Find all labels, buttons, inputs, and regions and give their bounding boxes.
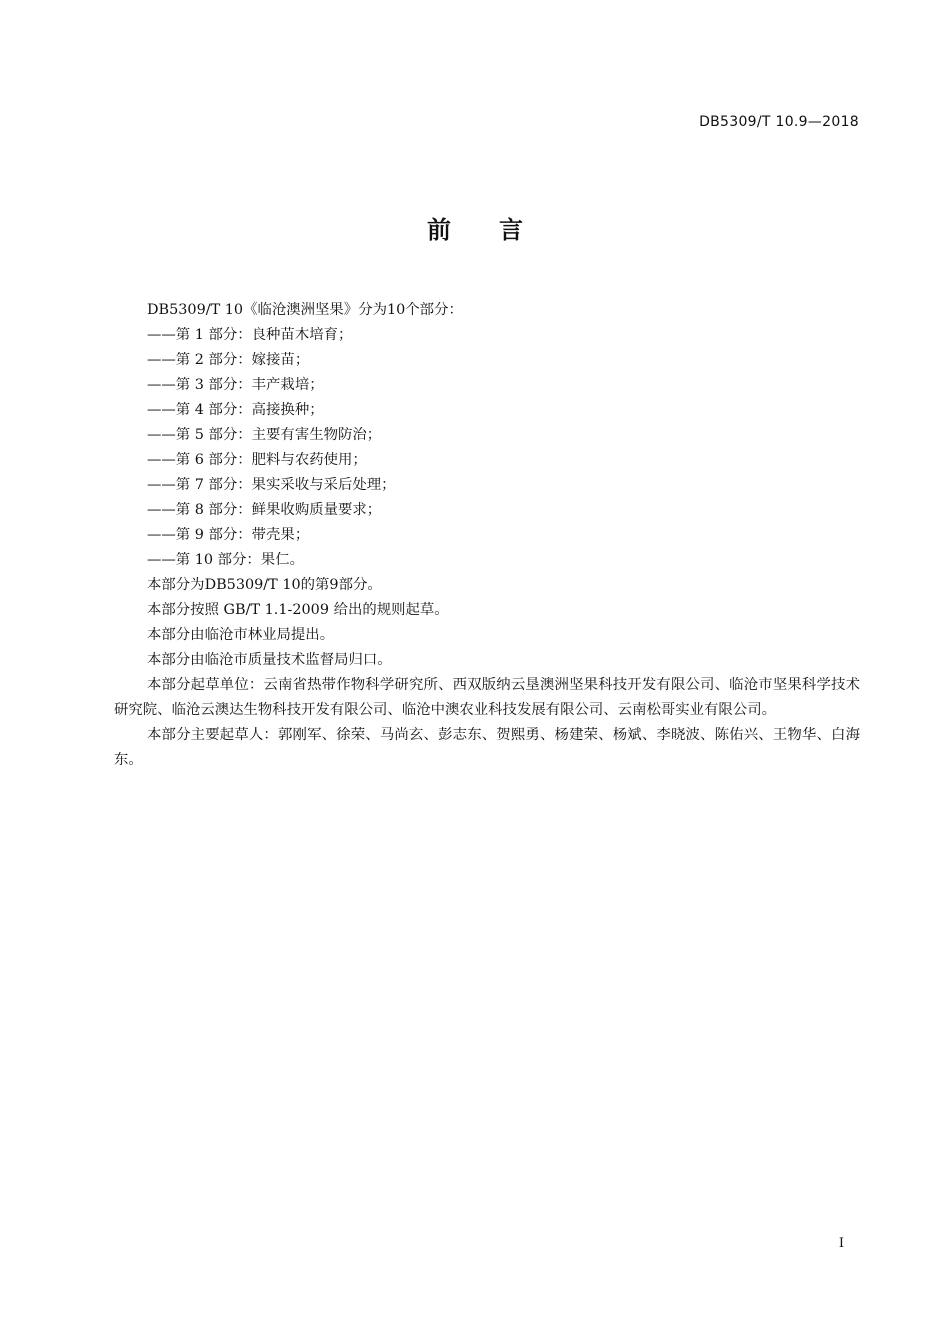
part-list-item: ——第 7 部分：果实采收与采后处理； (147, 477, 396, 493)
part-list-item: ——第 6 部分：肥料与农药使用； (147, 452, 367, 468)
standard-code: DB5309/T 10.9—2018 (699, 114, 859, 130)
intro-paragraph: DB5309/T 10《临沧澳洲坚果》分为10个部分： (147, 302, 463, 318)
page-title (0, 210, 950, 245)
part-list-item: ——第 8 部分：鲜果收购质量要求； (147, 502, 382, 518)
statement-paragraph: 本部分按照 GB/T 1.1-2009 给出的规则起草。 (147, 602, 449, 618)
part-list-item: ——第 5 部分：主要有害生物防治； (147, 427, 382, 443)
part-list-item: ——第 4 部分：高接换种； (147, 402, 324, 418)
title-char-2: 言 (499, 216, 523, 244)
part-list-item: ——第 1 部分：良种苗木培育； (147, 327, 353, 343)
part-list-item: ——第 2 部分：嫁接苗； (147, 352, 310, 368)
page-number: I (838, 1236, 844, 1251)
part-list-item: ——第 3 部分：丰产栽培； (147, 377, 324, 393)
part-list-item: ——第 10 部分：果仁。 (147, 552, 304, 568)
drafting-units-paragraph: 本部分起草单位：云南省热带作物科学研究所、西双版纳云垦澳洲坚果科技开发有限公司、临沧市坚果科学技术研究院、临沧云澳达生物科技开发有限公司、临沧中澳农业科技发展有限公司、云南松哥实业有限公司。 (114, 677, 860, 718)
foreword-body (114, 298, 860, 773)
statement-paragraph: 本部分由临沧市林业局提出。 (147, 627, 335, 643)
part-list-item: ——第 9 部分：带壳果； (147, 527, 310, 543)
statement-paragraph: 本部分为DB5309/T 10的第9部分。 (147, 577, 382, 593)
title-char-1: 前 (427, 216, 451, 244)
drafters-paragraph: 本部分主要起草人：郭刚军、徐荣、马尚玄、彭志东、贺熙勇、杨建荣、杨斌、李晓波、陈佑兴、王物华、白海东。 (114, 727, 860, 768)
statement-paragraph: 本部分由临沧市质量技术监督局归口。 (147, 652, 392, 668)
